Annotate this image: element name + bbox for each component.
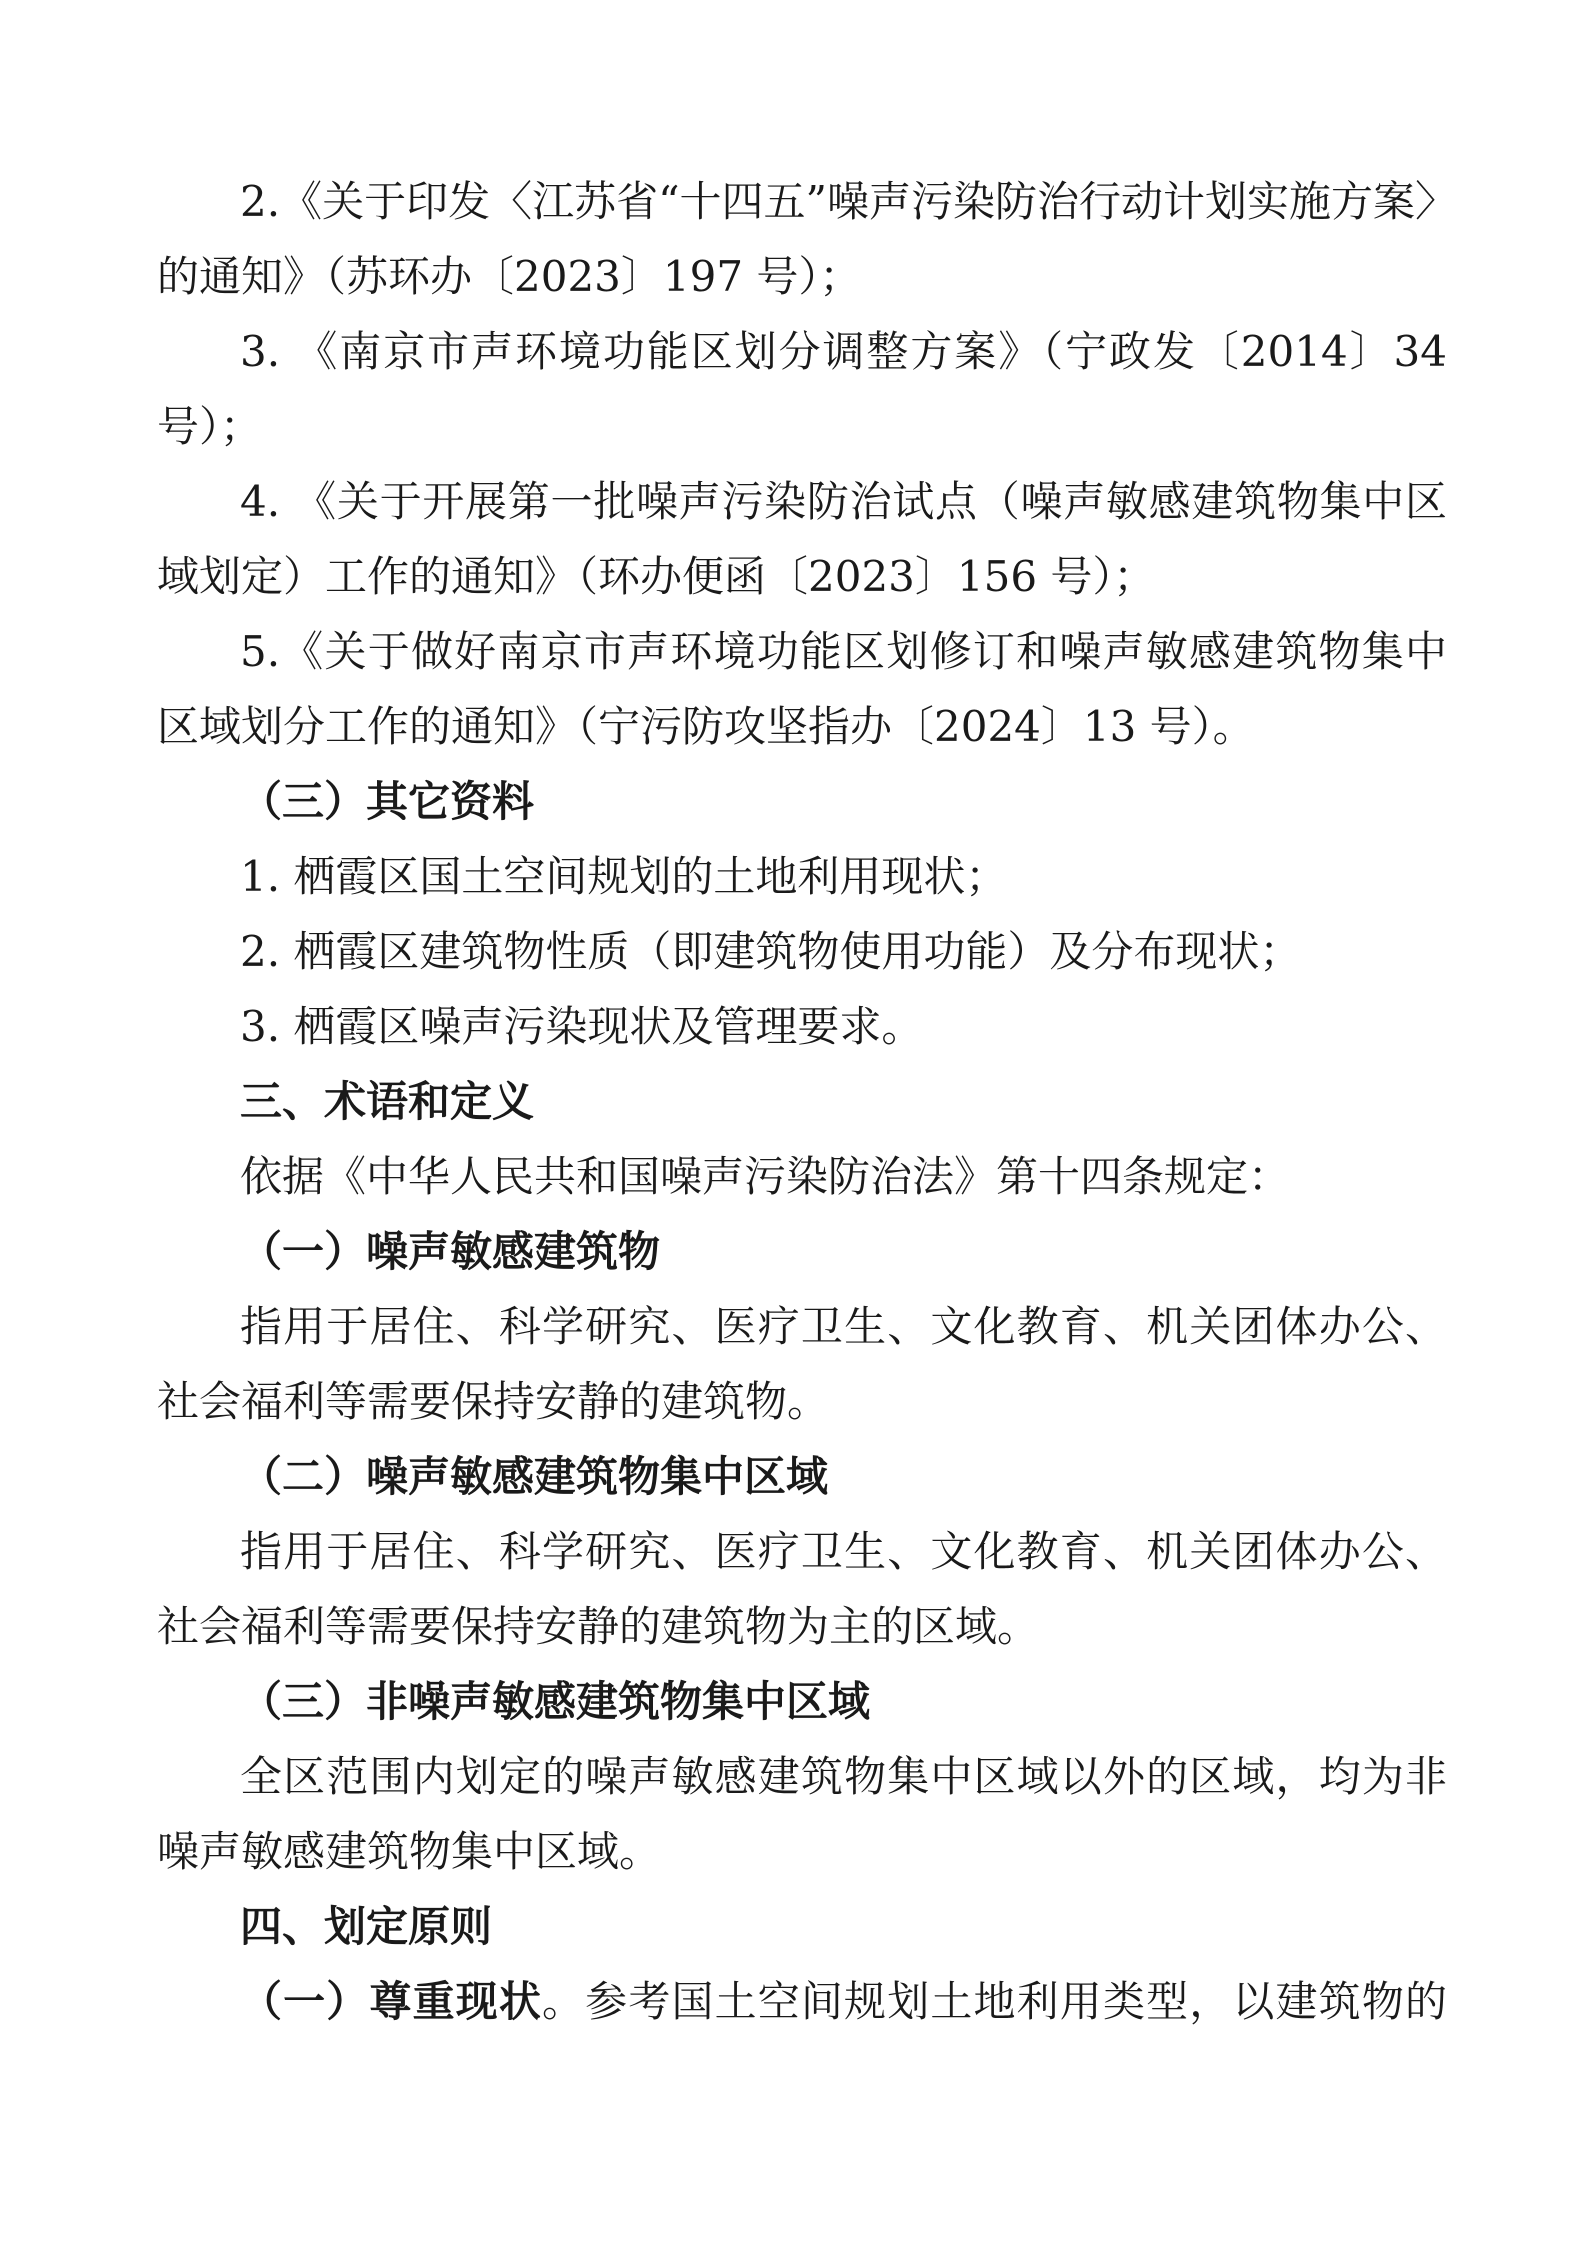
term-1-definition-line-2: 社会福利等需要保持安静的建筑物。 [157, 1377, 830, 1426]
term-3-definition-line-1: 全区范围内划定的噪声敏感建筑物集中区域以外的区域，均为非 [240, 1752, 1447, 1801]
other-material-item-2: 2. 栖霞区建筑物性质（即建筑物使用功能）及分布现状； [240, 927, 1302, 976]
reference-item-3-line-2: 号）； [157, 402, 263, 451]
term-2-definition-line-1: 指用于居住、科学研究、医疗卫生、文化教育、机关团体办公、 [240, 1527, 1447, 1576]
section-principles-heading: 四、划定原则 [240, 1902, 493, 1951]
principle-1-title: （一）尊重现状 [240, 1977, 543, 2026]
terms-intro: 依据《中华人民共和国噪声污染防治法》第十四条规定： [240, 1152, 1291, 1201]
reference-item-5-line-1: 5.《关于做好南京市声环境功能区划修订和噪声敏感建筑物集中 [240, 627, 1447, 676]
term-3-definition-line-2: 噪声敏感建筑物集中区域。 [157, 1827, 662, 1876]
term-2-heading: （二）噪声敏感建筑物集中区域 [240, 1452, 829, 1501]
section-terms-heading: 三、术语和定义 [240, 1077, 535, 1126]
reference-item-2-line-1: 2.《关于印发〈江苏省“十四五”噪声污染防治行动计划实施方案〉 [240, 177, 1458, 226]
term-1-heading: （一）噪声敏感建筑物 [240, 1227, 661, 1276]
term-3-heading: （三）非噪声敏感建筑物集中区域 [240, 1677, 871, 1726]
reference-item-4-line-1: 4. 《关于开展第一批噪声污染防治试点（噪声敏感建筑物集中区 [240, 477, 1447, 526]
term-2-definition-line-2: 社会福利等需要保持安静的建筑物为主的区域。 [157, 1602, 1040, 1651]
term-1-definition-line-1: 指用于居住、科学研究、医疗卫生、文化教育、机关团体办公、 [240, 1302, 1447, 1351]
principle-1-line [240, 1976, 1447, 2028]
other-material-item-1: 1. 栖霞区国土空间规划的土地利用现状； [240, 852, 1008, 901]
reference-item-4-line-2: 域划定）工作的通知》（环办便函〔2023〕156 号）； [157, 552, 1156, 601]
section-other-materials-heading: （三）其它资料 [240, 777, 535, 826]
other-material-item-3: 3. 栖霞区噪声污染现状及管理要求。 [240, 1002, 924, 1051]
reference-item-2-line-2: 的通知》（苏环办〔2023〕197 号）； [157, 252, 862, 301]
reference-item-3-line-1: 3. 《南京市声环境功能区划分调整方案》（宁政发〔2014〕34 [240, 327, 1447, 376]
reference-item-5-line-2: 区域划分工作的通知》（宁污防攻坚指办〔2024〕13 号）。 [157, 702, 1255, 751]
principle-1-text: 。参考国土空间规划土地利用类型，以建筑物的 [542, 1977, 1447, 2026]
